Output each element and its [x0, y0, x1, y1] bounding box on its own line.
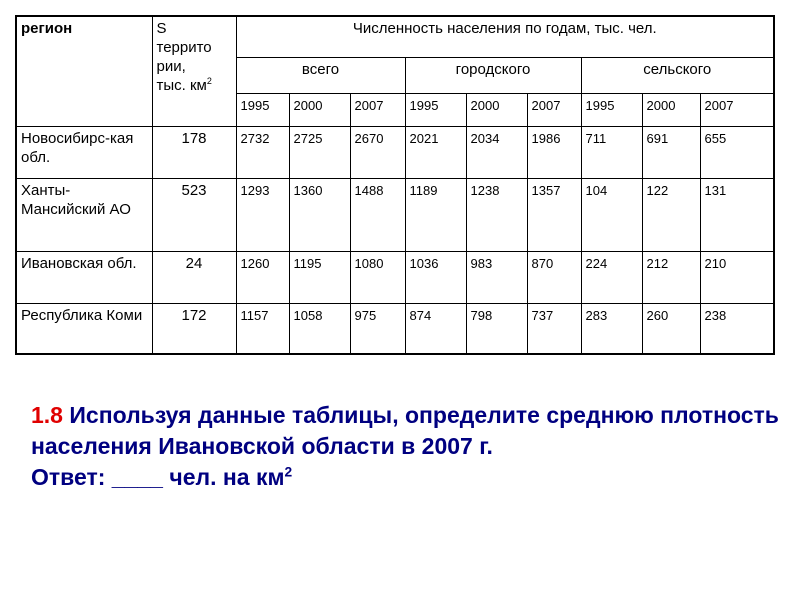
row-value: 798: [466, 304, 527, 354]
row-value: 238: [700, 304, 774, 354]
row-region: Новосибирс-кая обл.: [16, 126, 152, 178]
header-area: S террито рии, тыс. $км^2$: [152, 16, 236, 126]
table-row: [16, 126, 774, 178]
row-value: 1036: [405, 251, 466, 303]
row-value: 283: [581, 304, 642, 354]
row-value: 691: [642, 126, 700, 178]
row-value: 1058: [289, 304, 350, 354]
header-year: 1995: [405, 93, 466, 126]
row-value: 1157: [236, 304, 289, 354]
row-value: 975: [350, 304, 405, 354]
row-value: 983: [466, 251, 527, 303]
row-value: 122: [642, 179, 700, 252]
table-row: [16, 251, 774, 303]
header-group-rural: сельского: [581, 58, 774, 93]
header-year: 2007: [527, 93, 581, 126]
row-value: 260: [642, 304, 700, 354]
header-year: 1995: [581, 93, 642, 126]
header-population: Численность населения по годам, тыс. чел.: [236, 16, 774, 58]
row-area: 24: [152, 251, 236, 303]
row-value: 870: [527, 251, 581, 303]
task-answer: Ответ: ____ чел. на км: [31, 464, 285, 490]
row-value: 711: [581, 126, 642, 178]
header-year: 2000: [466, 93, 527, 126]
header-group-total: всего: [236, 58, 405, 93]
row-value: 1189: [405, 179, 466, 252]
row-value: 1360: [289, 179, 350, 252]
row-value: 2034: [466, 126, 527, 178]
row-value: 210: [700, 251, 774, 303]
header-year: 2000: [289, 93, 350, 126]
row-value: 2732: [236, 126, 289, 178]
row-value: 104: [581, 179, 642, 252]
row-value: 1488: [350, 179, 405, 252]
task-answer-sup: 2: [284, 464, 293, 480]
row-area: 172: [152, 304, 236, 354]
header-group-urban: городского: [405, 58, 581, 93]
task-number: 1.8: [31, 402, 63, 428]
header-year: 1995: [236, 93, 289, 126]
row-value: 224: [581, 251, 642, 303]
row-value: 2725: [289, 126, 350, 178]
task-question: Используя данные таблицы, определите среднюю плотность населения Ивановской области в 2007 г.: [31, 402, 779, 459]
header-year: 2007: [700, 93, 774, 126]
row-value: 874: [405, 304, 466, 354]
row-value: 1357: [527, 179, 581, 252]
row-region: Ивановская обл.: [16, 251, 152, 303]
header-region: регион: [16, 16, 152, 126]
row-value: 1238: [466, 179, 527, 252]
table-row: [16, 179, 774, 252]
header-year: 2007: [350, 93, 405, 126]
row-value: 1293: [236, 179, 289, 252]
row-value: 1195: [289, 251, 350, 303]
row-region: Республика Коми: [16, 304, 152, 354]
row-value: 1260: [236, 251, 289, 303]
row-value: 1986: [527, 126, 581, 178]
row-value: 737: [527, 304, 581, 354]
row-area: 523: [152, 179, 236, 252]
row-area: 178: [152, 126, 236, 178]
row-value: 655: [700, 126, 774, 178]
population-table: [15, 15, 775, 355]
row-value: 131: [700, 179, 774, 252]
row-value: 1080: [350, 251, 405, 303]
row-region: Ханты-Мансийский АО: [16, 179, 152, 252]
header-year: 2000: [642, 93, 700, 126]
task-text: [31, 400, 781, 493]
row-value: 2670: [350, 126, 405, 178]
row-value: 212: [642, 251, 700, 303]
table-row: [16, 304, 774, 354]
row-value: 2021: [405, 126, 466, 178]
